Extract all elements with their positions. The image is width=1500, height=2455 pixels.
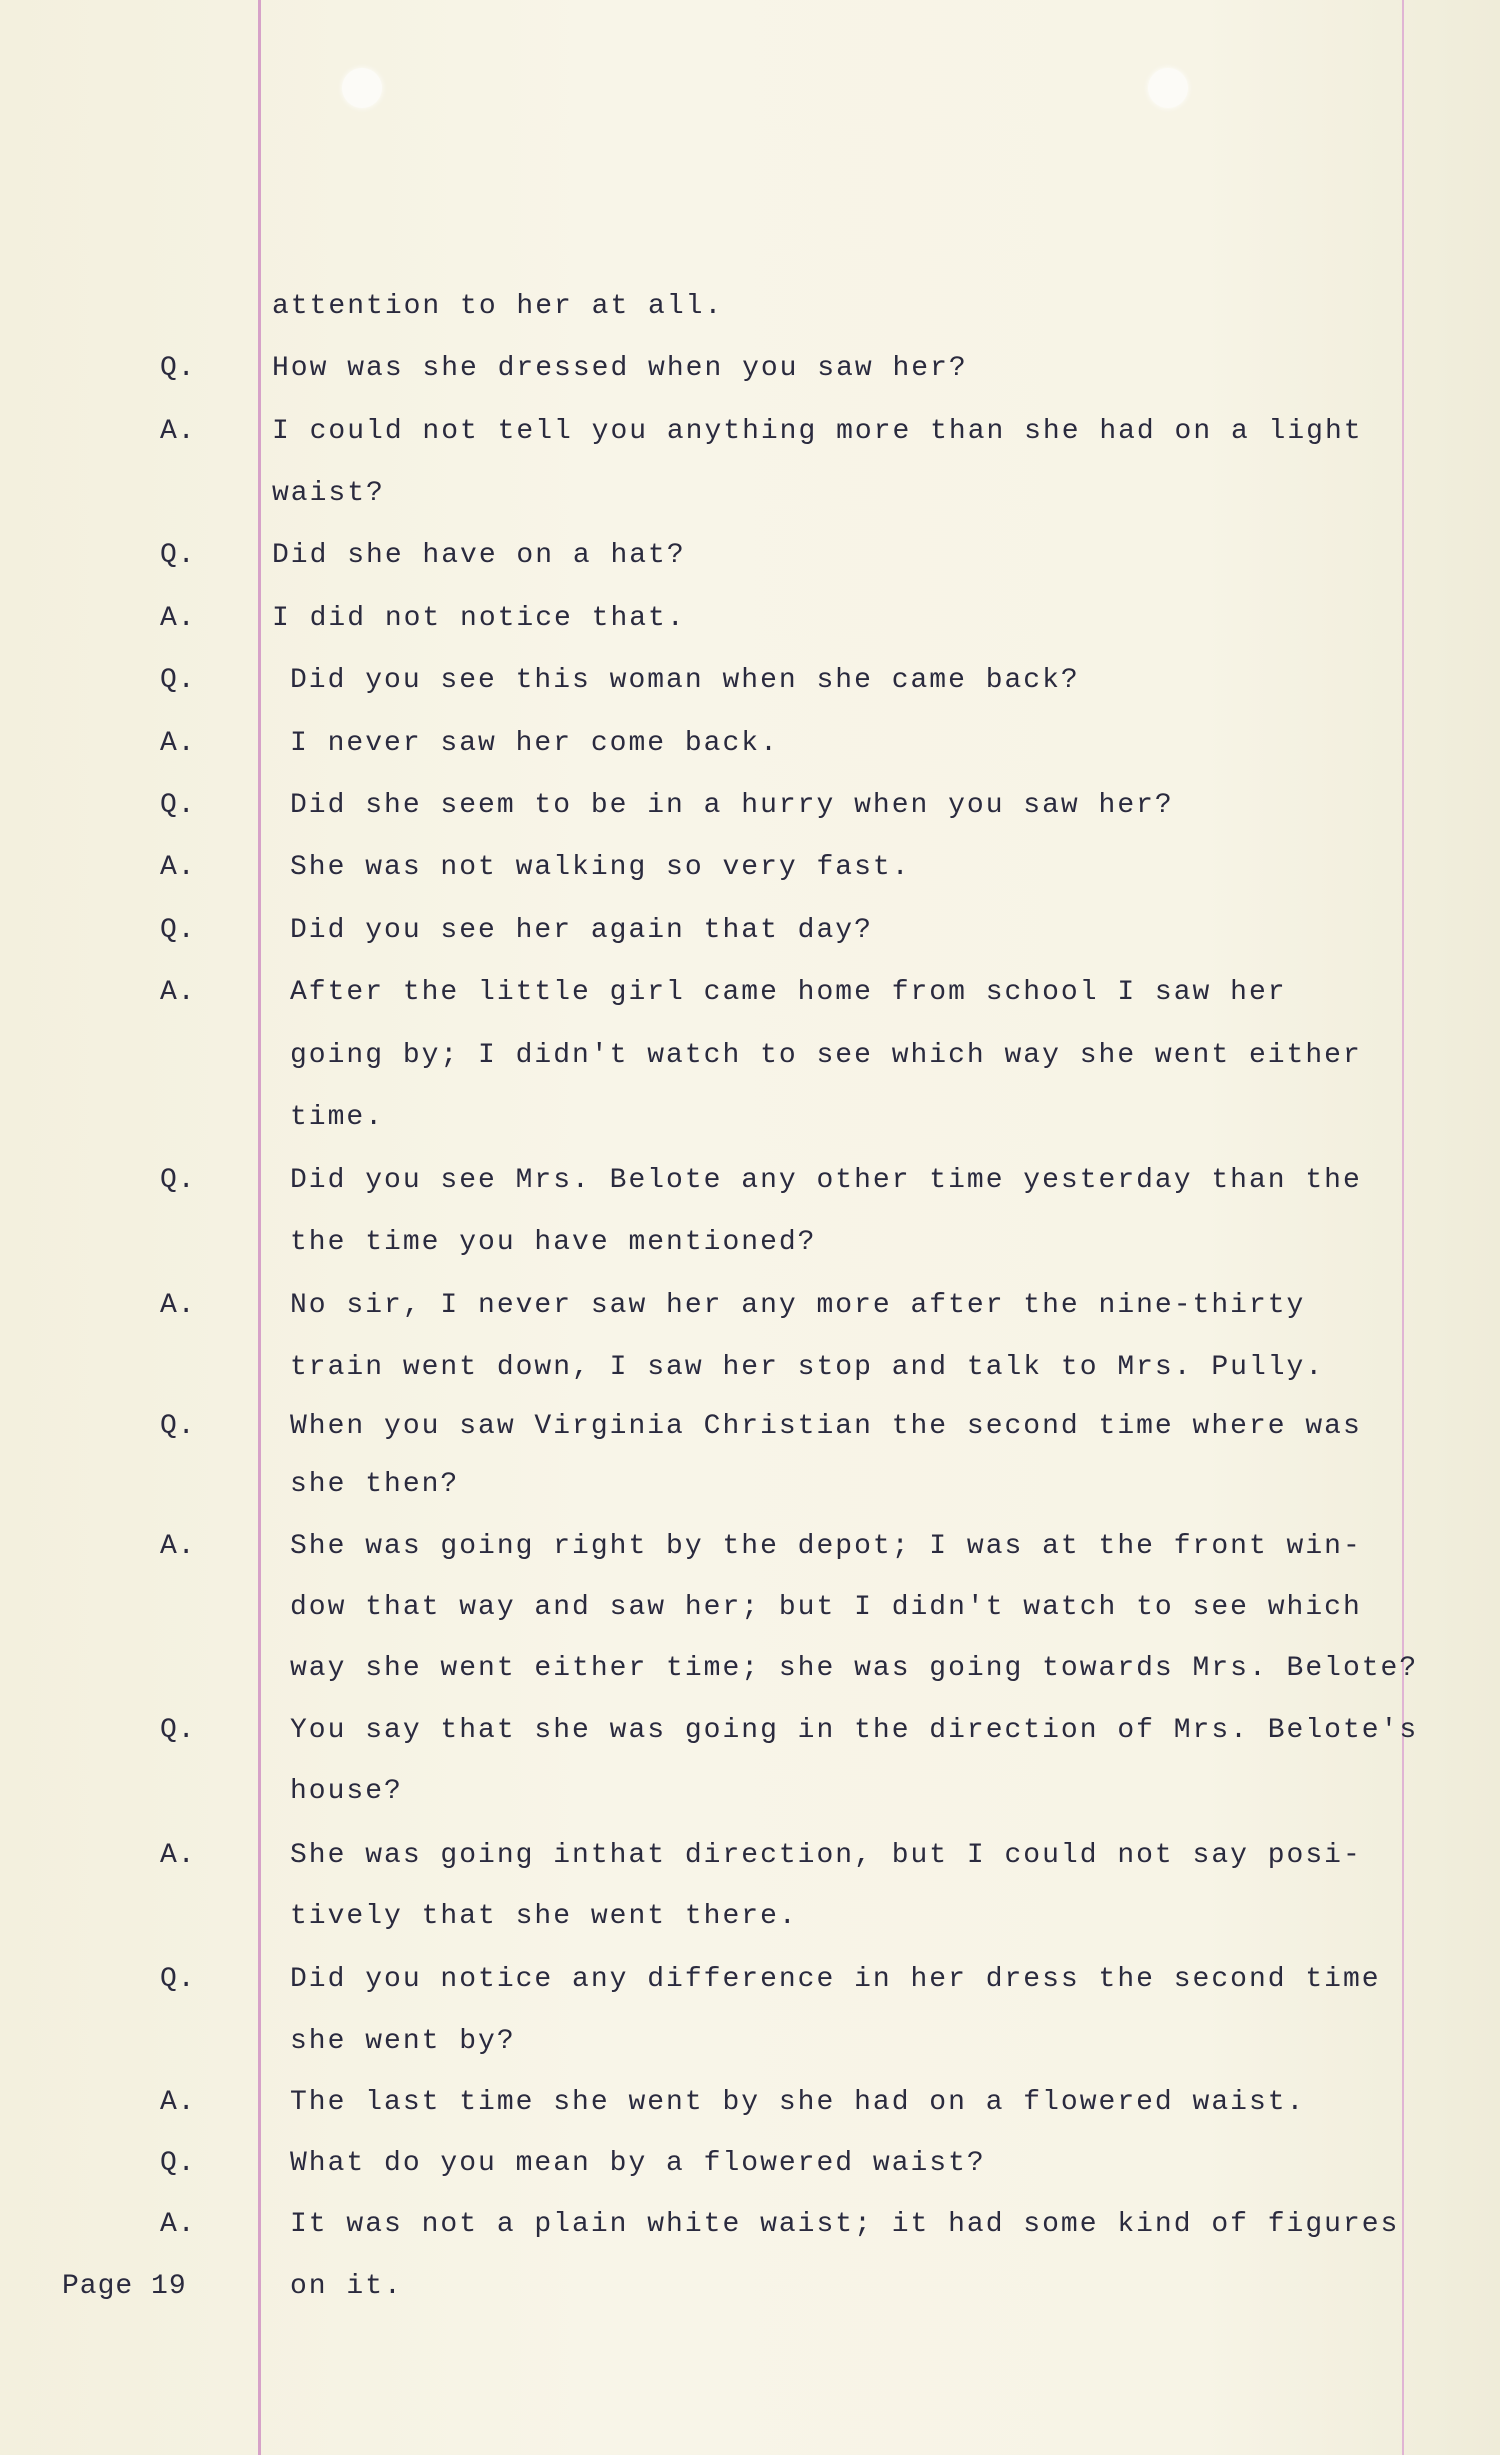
speaker-label: A. <box>160 728 196 759</box>
speaker-label: Q. <box>160 540 196 571</box>
speaker-label: Q. <box>160 1165 196 1196</box>
speaker-label: Q. <box>160 2148 196 2179</box>
transcript-line: the time you have mentioned? <box>290 1227 817 1258</box>
transcript-line: Did you see her again that day? <box>290 915 873 946</box>
transcript-line: What do you mean by a flowered waist? <box>290 2148 986 2179</box>
transcript-line: going by; I didn't watch to see which way she went either <box>290 1040 1362 1071</box>
speaker-label: A. <box>160 2209 196 2240</box>
transcript-line: tively that she went there. <box>290 1901 798 1932</box>
page-number: Page 19 <box>62 2271 187 2302</box>
transcript-line: The last time she went by she had on a flowered waist. <box>290 2087 1306 2118</box>
transcript-line: Did she have on a hat? <box>272 540 686 571</box>
transcript-line: I never saw her come back. <box>290 728 779 759</box>
transcript-line: Did you see this woman when she came back? <box>290 665 1080 696</box>
speaker-label: Q. <box>160 665 196 696</box>
transcript-line: She was not walking so very fast. <box>290 852 911 883</box>
transcript-line: After the little girl came home from school I saw her <box>290 977 1287 1008</box>
punch-hole-right <box>1148 68 1188 108</box>
transcript-line: she then? <box>290 1469 460 1500</box>
right-margin-rule <box>1402 0 1404 2455</box>
transcript-line: Did you see Mrs. Belote any other time yesterday than the <box>290 1165 1362 1196</box>
speaker-label: A. <box>160 1531 196 1562</box>
punch-hole-left <box>342 68 382 108</box>
speaker-label: A. <box>160 603 196 634</box>
speaker-label: A. <box>160 977 196 1008</box>
transcript-line: waist? <box>272 478 385 509</box>
transcript-line: I did not notice that. <box>272 603 686 634</box>
speaker-label: Q. <box>160 1411 196 1442</box>
transcript-line: She was going right by the depot; I was at the front win- <box>290 1531 1362 1562</box>
speaker-label: A. <box>160 1290 196 1321</box>
transcript-line: It was not a plain white waist; it had some kind of figures <box>290 2209 1400 2240</box>
left-margin-rule <box>258 0 261 2455</box>
transcript-line: on it. <box>290 2271 403 2302</box>
speaker-label: A. <box>160 416 196 447</box>
speaker-label: A. <box>160 1840 196 1871</box>
transcript-line: dow that way and saw her; but I didn't watch to see which <box>290 1592 1362 1623</box>
speaker-label: Q. <box>160 790 196 821</box>
transcript-line: attention to her at all. <box>272 291 724 322</box>
transcript-line: time. <box>290 1102 385 1133</box>
transcript-line: Did you notice any difference in her dress the second time <box>290 1964 1381 1995</box>
transcript-line: she went by? <box>290 2026 516 2057</box>
speaker-label: Q. <box>160 915 196 946</box>
transcript-line: house? <box>290 1776 403 1807</box>
speaker-label: A. <box>160 852 196 883</box>
transcript-line: Did she seem to be in a hurry when you saw her? <box>290 790 1174 821</box>
transcript-line: She was going inthat direction, but I could not say posi- <box>290 1840 1362 1871</box>
speaker-label: Q. <box>160 353 196 384</box>
speaker-label: A. <box>160 2087 196 2118</box>
transcript-line: train went down, I saw her stop and talk to Mrs. Pully. <box>290 1352 1325 1383</box>
speaker-label: Q. <box>160 1715 196 1746</box>
transcript-line: How was she dressed when you saw her? <box>272 353 968 384</box>
transcript-line: I could not tell you anything more than she had on a light <box>272 416 1363 447</box>
transcript-line: way she went either time; she was going towards Mrs. Belote? <box>290 1653 1419 1684</box>
transcript-line: When you saw Virginia Christian the second time where was <box>290 1411 1362 1442</box>
transcript-line: No sir, I never saw her any more after the nine-thirty <box>290 1290 1306 1321</box>
transcript-line: You say that she was going in the direction of Mrs. Belote's <box>290 1715 1419 1746</box>
speaker-label: Q. <box>160 1964 196 1995</box>
